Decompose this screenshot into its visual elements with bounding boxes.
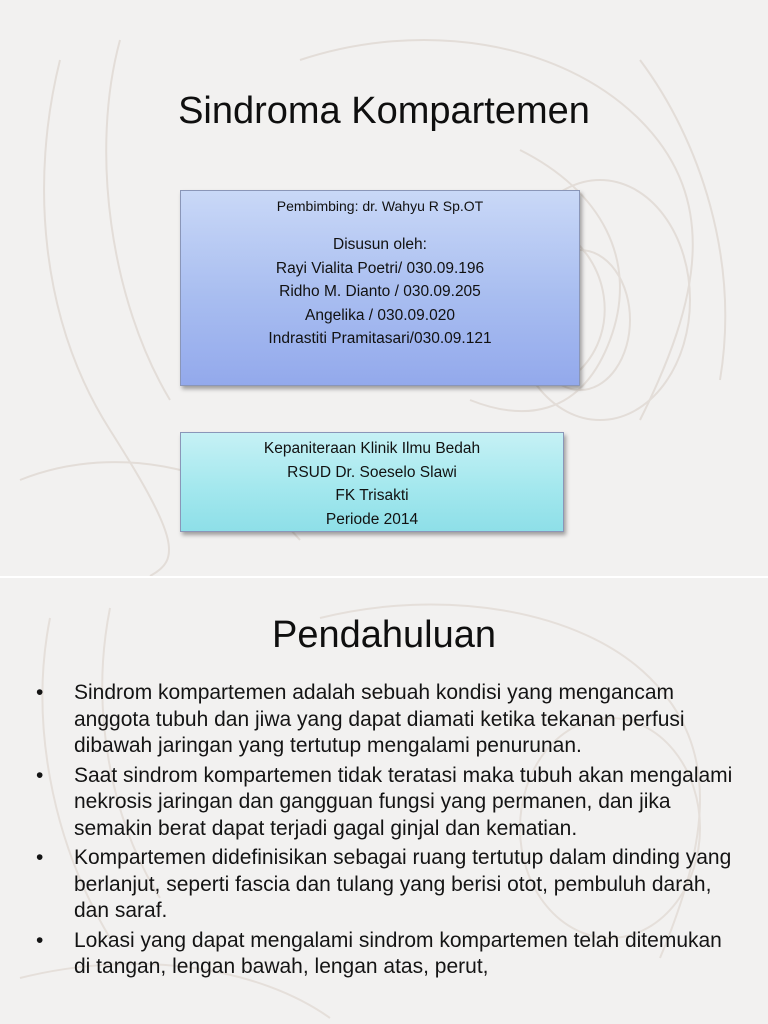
slide-title: Sindroma Kompartemen	[178, 90, 590, 132]
institution-line: Kepaniteraan Klinik Ilmu Bedah	[263, 440, 481, 457]
bullet-icon: •	[36, 763, 44, 787]
institution-line: FK Trisakti	[335, 487, 409, 504]
supervisor-authors-box	[180, 190, 580, 386]
supervisor-text: Pembimbing: dr. Wahyu R Sp.OT	[276, 198, 484, 214]
bullet-text: Kompartemen didefinisikan sebagai ruang tertutup dalam dinding yang berlanjut, seperti fascia dan tulang yang berisi otot, pembuluh darah, dan saraf.	[74, 846, 732, 922]
bullet-item	[28, 928, 742, 981]
bullet-text: Lokasi yang dapat mengalami sindrom kompartemen telah ditemukan di tangan, lengan bawah, lengan atas, perut,	[74, 928, 722, 978]
bullet-item	[28, 680, 742, 760]
bullet-icon: •	[36, 681, 44, 704]
bullet-list	[28, 680, 742, 984]
bullet-item	[28, 763, 742, 843]
bullet-icon: •	[36, 846, 44, 869]
bullet-text: Saat sindrom kompartemen tidak teratasi maka tubuh akan mengalami nekrosis jaringan dan gangguan fungsi yang permanen, dan jika semakin berat dapat terjadi gagal ginjal dan kematian.	[74, 763, 733, 840]
author-line: Ridho M. Dianto / 030.09.205	[279, 283, 481, 300]
institution-box	[180, 432, 564, 532]
bullet-item	[28, 845, 742, 925]
bullet-text: Sindrom kompartemen adalah sebuah kondisi yang mengancam anggota tubuh dan jiwa yang dapat diamati ketika tekanan perfusi dibawah jaringan yang tertutup mengalami penurunan.	[74, 681, 685, 757]
institution-line: RSUD Dr. Soeselo Slawi	[287, 463, 457, 481]
author-line: Angelika / 030.09.020	[305, 306, 455, 324]
slide-title: Pendahuluan	[272, 614, 496, 656]
intro-slide	[0, 578, 768, 1024]
bullet-icon: •	[36, 928, 44, 952]
author-line: Indrastiti Pramitasari/030.09.121	[268, 330, 492, 347]
institution-line: Periode 2014	[325, 510, 419, 528]
author-line: Rayi Vialita Poetri/ 030.09.196	[275, 259, 485, 277]
compiled-by-label: Disusun oleh:	[333, 236, 427, 253]
